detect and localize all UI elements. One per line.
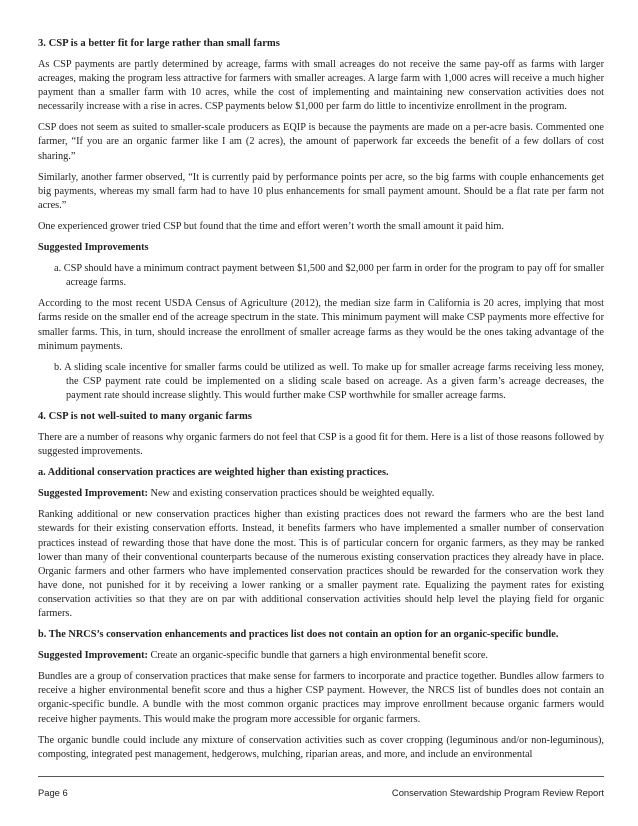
suggested-improvement-a [38,487,604,501]
section-4-heading: 4. CSP is not well-suited to many organic farms [38,410,252,422]
suggested-improvement-label: Suggested Improvement: [38,488,148,500]
subsection-a-body: Ranking additional or new conservation practices higher than existing practices does not reward the farmers who are the best land stewards for their existing conservation efforts. Instead, it benefits farmers who have implemented a smaller number of conservation practices instead of rewarding those that have done the most. This is of particular concern for organic farmers, as they may be ranked lower than many of their conventional counterparts because of the numerous existing conservation practices they already have in place. Organic farmers and other farmers who have implemented conservation practices should be rewarded for the conservation work they have done, not punished for it by receiving a lower ranking or a smaller payment rate. Equalizing the payment rates for existing conservation activities so that they are on par with additional conservation activities should help level the playing field for organic farmers. [38,509,604,619]
subsection-b-body: Bundles are a group of conservation practices that make sense for farmers to incorporate and practice together. Bundles allow farmers to receive a higher environmental benefit score and thus a higher CSP payment. However, the NRCS list of bundles does not contain an organic-specific bundle. A bundle with the most common organic practices may improve enrollment because organic farmers would receive higher payments. This would make the program more accessible for organic farmers. [38,671,604,725]
section-4-intro: There are a number of reasons why organic farmers do not feel that CSP is a good fit for them. Here is a list of those reasons followed by suggested improvements. [38,431,604,458]
subsection-a-heading: a. Additional conservation practices are weighted higher than existing practices. [38,467,389,479]
section-3-paragraph: One experienced grower tried CSP but found that the time and effort weren’t worth the small amount it paid him. [38,220,504,232]
section-3-paragraph: Similarly, another farmer observed, “It is currently paid by performance points per acre, so the big farms with couple enhancements get big payments, whereas my small farm had to have 10 plus enhancements for small payment amount. Should be a flat rate per farm not acres.” [38,171,604,211]
list-item-a: a. CSP should have a minimum contract payment between $1,500 and $2,000 per farm in order for the program to pay off for smaller acreage farms. [54,263,604,289]
suggested-improvement-b [38,649,604,663]
section-3-paragraph: CSP does not seem as suited to smaller-scale producers as EQIP is because the payments are made on a per-acre basis. Commented one farmer, “If you are an organic farmer like I am (2 acres), the amount of paperwork far exceeds the benefit of a few dollars of cost sharing.” [38,122,604,162]
section-3-heading: 3. CSP is a better fit for large rather than small farms [38,38,280,49]
footer-divider [38,776,604,777]
page-body [38,37,604,769]
list-item-b: b. A sliding scale incentive for smaller farms could be utilized as well. To make up for smaller acreage farms receiving less money, the CSP payment rate could be implemented on a sliding scale based on acreage. As a given farm’s acreage decreases, the payment rate should increase slightly. This would further make CSP worthwhile for smaller acreage farms. [54,361,604,401]
suggested-improvements-heading: Suggested Improvements [38,242,149,254]
subsection-b-heading: b. The NRCS’s conservation enhancements and practices list does not contain an option for an organic-specific bundle. [38,629,559,641]
suggested-improvement-label: Suggested Improvement: [38,650,148,662]
subsection-b-body: The organic bundle could include any mixture of conservation activities such as cover cropping (leguminous and/or non-leguminous), composting, integrated pest management, hedgerows, mulching, riparian areas, and more, and include an environmental [38,734,604,760]
section-3-paragraph: As CSP payments are partly determined by acreage, farms with small acreages do not receive the same pay-off as farms with larger acreages, making the program less attractive for farmers with smaller acreages. A large farm with 1,000 acres will receive a much higher payment than a smaller farm with 10 acres, while the cost of implementing and maintaining new conservation activities does not necessarily increase with a rise in acres. CSP payments below $1,000 per farm do little to incentivize enrollment in the program. [38,59,604,113]
page-number: Page 6 [38,787,68,798]
suggested-improvement-text: Create an organic-specific bundle that garners a high environmental benefit score. [147,650,488,662]
suggested-improvement-text: New and existing conservation practices should be weighted equally. [147,488,435,500]
section-3-paragraph: According to the most recent USDA Census of Agriculture (2012), the median size farm in California is 20 acres, implying that most farms reside on the smaller end of the acreage spectrum in the state. This minimum payment will make CSP payments more effective for smaller farms. This, in turn, should increase the enrollment of smaller acreage farms as they would be the ones taking advantage of the minimum payments. [38,298,604,352]
report-title: Conservation Stewardship Program Review Report [391,787,604,798]
